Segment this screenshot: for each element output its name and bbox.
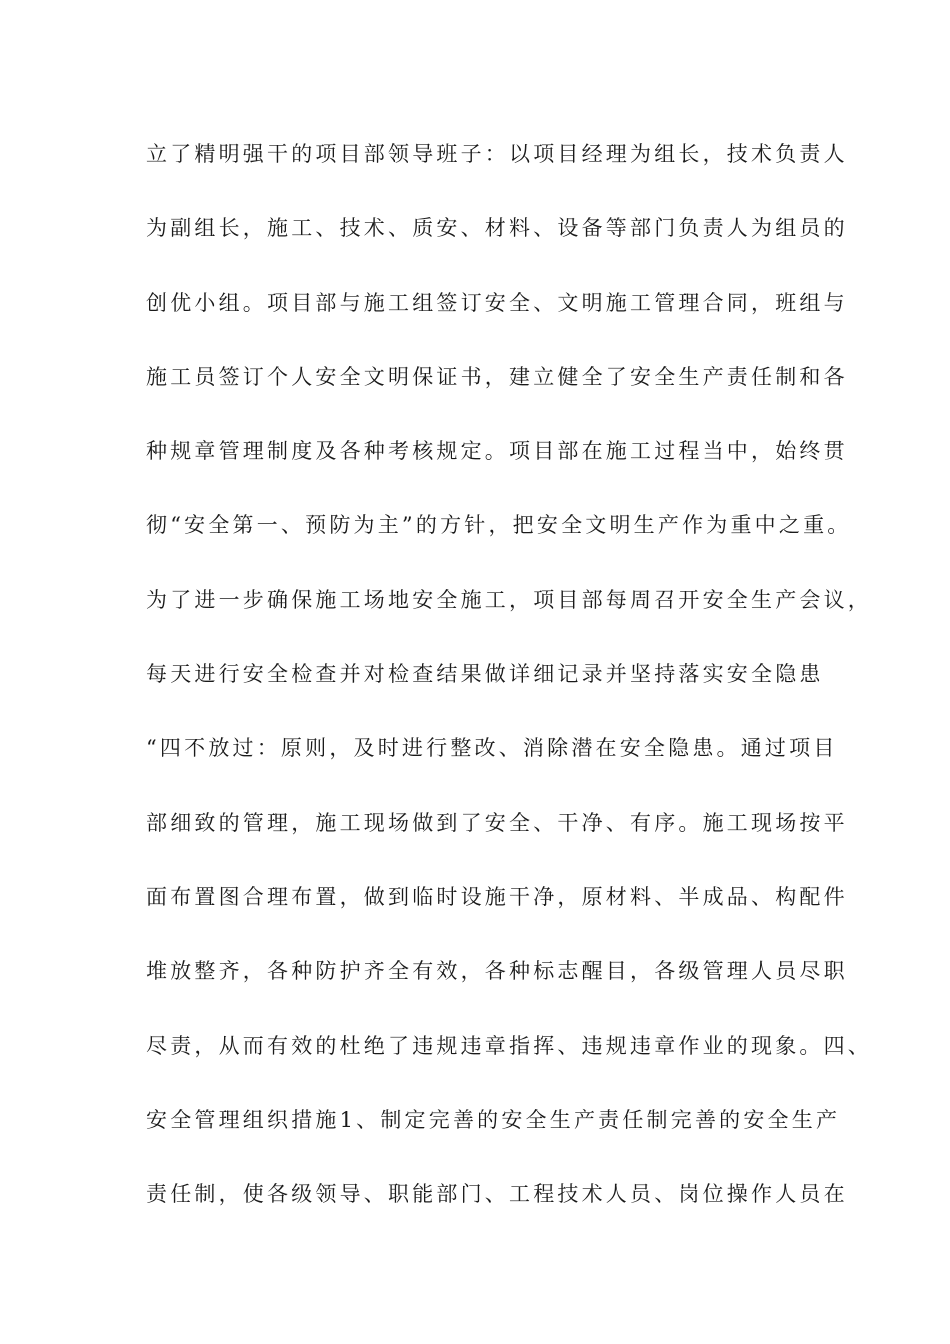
text-line: 立了精明强干的项目部领导班子：以项目经理为组长，技术负责人: [146, 142, 848, 166]
text-line: 每天进行安全检查并对检查结果做详细记录并坚持落实安全隐患: [146, 662, 824, 687]
text-line: 为副组长，施工、技术、质安、材料、设备等部门负责人为组员的: [146, 216, 848, 241]
text-line: “四不放过：原则，及时进行整改、消除潜在安全隐患。通过项目: [146, 736, 838, 761]
text-line: 部细致的管理，施工现场做到了安全、干净、有序。施工现场按平: [146, 810, 848, 835]
text-line: 彻“安全第一、预防为主”的方针，把安全文明生产作为重中之重。: [146, 513, 852, 538]
body-paragraph: [146, 132, 872, 1246]
text-line: 尽责，从而有效的杜绝了违规违章指挥、违规违章作业的现象。四、: [146, 1033, 872, 1058]
text-line: 为了进一步确保施工场地安全施工，项目部每周召开安全生产会议，: [146, 587, 872, 612]
text-line: 创优小组。项目部与施工组签订安全、文明施工管理合同，班组与: [146, 290, 848, 315]
text-line: 堆放整齐，各种防护齐全有效，各种标志醒目，各级管理人员尽职: [146, 959, 848, 984]
text-line: 安全管理组织措施1、制定完善的安全生产责任制完善的安全生产: [146, 1107, 841, 1132]
text-line: 种规章管理制度及各种考核规定。项目部在施工过程当中，始终贯: [146, 439, 848, 464]
text-line: 施工员签订个人安全文明保证书，建立健全了安全生产责任制和各: [146, 364, 848, 389]
text-line: 责任制，使各级领导、职能部门、工程技术人员、岗位操作人员在: [146, 1182, 848, 1207]
text-line: 面布置图合理布置，做到临时设施干净，原材料、半成品、构配件: [146, 884, 848, 909]
